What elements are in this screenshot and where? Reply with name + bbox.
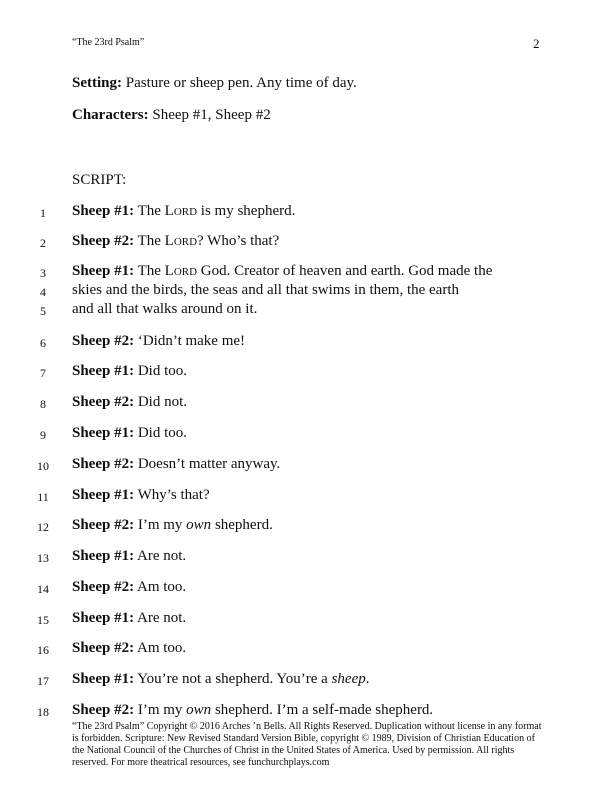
emphasis-text: own — [186, 517, 212, 533]
line-number: 15 — [37, 613, 49, 627]
line-number: 2 — [40, 236, 46, 250]
dialogue-text: ‘Didn’t make me! — [134, 333, 246, 349]
line-text — [72, 333, 245, 350]
lord-small-caps: Lord — [164, 203, 198, 219]
line-text — [72, 263, 492, 280]
copyright-footer: “The 23rd Psalm” Copyright © 2016 Arches ’n Bells. All Rights Reserved. Duplication without license in any format is forbidden. Scripture: New Revised Standard Version Bible, copyright © 1989, Division of Christian Education of the National Council of the Churches of Christ in the United States of America. Used by permission. All rights reserved. For more theatrical resources, see funchurchplays.com — [72, 721, 542, 768]
dialogue-text: and all that walks around on it. — [72, 301, 258, 317]
line-text — [72, 517, 273, 534]
line-text — [72, 203, 295, 220]
dialogue-text: . — [365, 671, 370, 687]
line-text — [72, 363, 187, 380]
dialogue-text: ? Who’s that? — [197, 233, 280, 249]
speaker-name: Sheep #1: — [72, 425, 135, 441]
dialogue-text: is my shepherd. — [197, 203, 296, 219]
dialogue-text: I’m my — [134, 517, 187, 533]
dialogue-text: Why’s that? — [134, 487, 210, 503]
line-number: 18 — [37, 705, 49, 719]
dialogue-text: Doesn’t matter anyway. — [134, 456, 281, 472]
dialogue-text: You’re not a shepherd. You’re a — [134, 671, 332, 687]
line-number: 6 — [40, 336, 46, 350]
setting-line — [72, 75, 357, 92]
speaker-name: Sheep #1: — [72, 610, 135, 626]
speaker-name: Sheep #1: — [72, 487, 135, 503]
line-text — [72, 579, 186, 596]
line-text — [72, 301, 257, 318]
lord-small-caps: Lord — [164, 233, 198, 249]
speaker-name: Sheep #2: — [72, 640, 135, 656]
line-text — [72, 394, 187, 411]
speaker-name: Sheep #1: — [72, 671, 135, 687]
characters-label: Characters: — [72, 107, 149, 123]
line-text — [72, 425, 187, 442]
speaker-name: Sheep #2: — [72, 333, 135, 349]
line-text — [72, 487, 210, 504]
page-number: 2 — [533, 36, 540, 51]
dialogue-text: The — [134, 263, 165, 279]
line-text — [72, 640, 186, 657]
line-number: 14 — [37, 582, 49, 596]
line-number: 4 — [40, 285, 46, 299]
dialogue-text: Am too. — [134, 579, 187, 595]
line-number: 9 — [40, 428, 46, 442]
speaker-name: Sheep #2: — [72, 579, 135, 595]
speaker-name: Sheep #2: — [72, 456, 135, 472]
speaker-name: Sheep #1: — [72, 548, 135, 564]
line-text — [72, 548, 186, 565]
setting-text: Pasture or sheep pen. Any time of day. — [122, 75, 357, 91]
line-number: 13 — [37, 551, 49, 565]
line-text — [72, 456, 280, 473]
speaker-name: Sheep #2: — [72, 702, 135, 718]
dialogue-text: Did too. — [134, 425, 188, 441]
line-text — [72, 610, 186, 627]
lord-small-caps: Lord — [164, 263, 198, 279]
line-text — [72, 282, 459, 299]
speaker-name: Sheep #1: — [72, 263, 135, 279]
characters-text: Sheep #1, Sheep #2 — [148, 107, 271, 123]
line-number: 7 — [40, 366, 46, 380]
line-text — [72, 702, 433, 719]
line-number: 11 — [37, 490, 49, 504]
speaker-name: Sheep #2: — [72, 517, 135, 533]
speaker-name: Sheep #2: — [72, 233, 135, 249]
dialogue-text: Did too. — [134, 363, 188, 379]
characters-line — [72, 107, 271, 124]
speaker-name: Sheep #1: — [72, 203, 135, 219]
dialogue-text: Are not. — [134, 548, 187, 564]
line-number: 8 — [40, 397, 46, 411]
line-number: 16 — [37, 643, 49, 657]
line-number: 3 — [40, 266, 46, 280]
dialogue-text: The — [134, 203, 165, 219]
dialogue-text: The — [134, 233, 165, 249]
dialogue-text: Did not. — [134, 394, 188, 410]
line-number: 17 — [37, 674, 49, 688]
line-number: 10 — [37, 459, 49, 473]
dialogue-text: Am too. — [134, 640, 187, 656]
setting-label: Setting: — [72, 75, 122, 91]
emphasis-text: own — [186, 702, 212, 718]
dialogue-text: skies and the birds, the seas and all that swims in them, the earth — [72, 282, 459, 298]
speaker-name: Sheep #2: — [72, 394, 135, 410]
dialogue-text: shepherd. I’m a self-made shepherd. — [211, 702, 434, 718]
script-heading: SCRIPT: — [72, 172, 127, 188]
header-title: “The 23rd Psalm” — [72, 37, 145, 48]
dialogue-text: God. Creator of heaven and earth. God made the — [197, 263, 493, 279]
line-text — [72, 671, 369, 688]
line-number: 1 — [40, 206, 46, 220]
speaker-name: Sheep #1: — [72, 363, 135, 379]
line-number: 12 — [37, 520, 49, 534]
dialogue-text: Are not. — [134, 610, 187, 626]
dialogue-text: I’m my — [134, 702, 187, 718]
emphasis-text: sheep — [331, 671, 366, 687]
dialogue-text: shepherd. — [211, 517, 273, 533]
line-text — [72, 233, 279, 250]
line-number: 5 — [40, 304, 46, 318]
